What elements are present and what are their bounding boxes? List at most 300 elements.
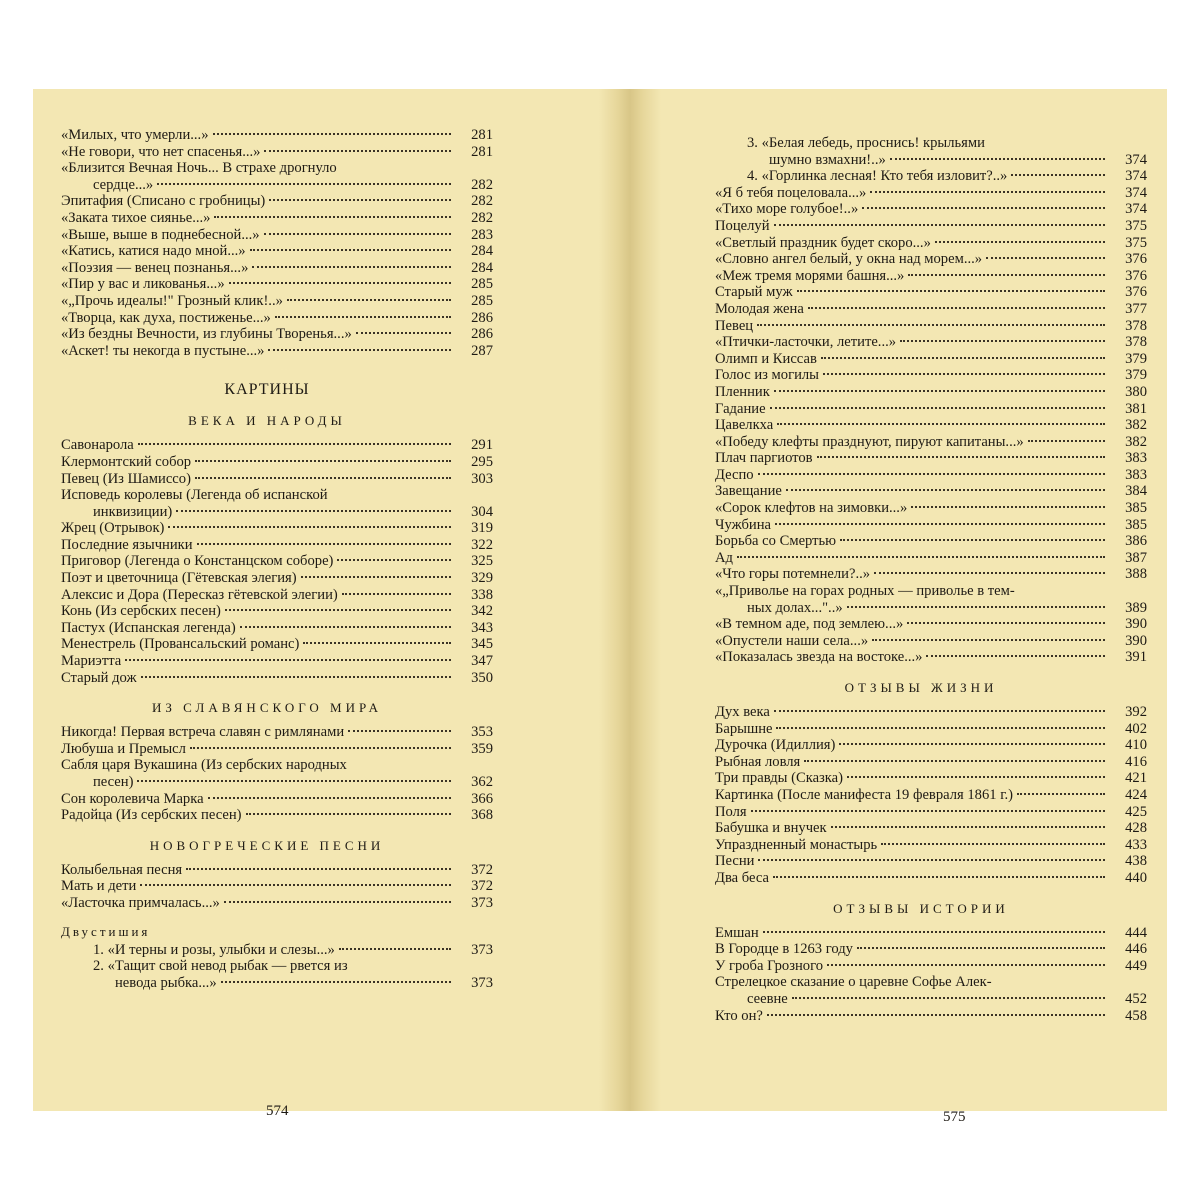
entry-title: Завещание bbox=[715, 483, 782, 500]
toc-block bbox=[61, 127, 493, 359]
entry-page: 391 bbox=[1125, 649, 1147, 666]
entry-page: 379 bbox=[1125, 367, 1147, 384]
entry-page: 281 bbox=[471, 127, 493, 143]
toc-block bbox=[61, 437, 493, 686]
leader-dots bbox=[303, 642, 451, 644]
left-page bbox=[61, 89, 493, 1119]
entry-page: 444 bbox=[1125, 924, 1147, 941]
entry-title: 2. «Тащит свой невод рыбак — рвется из bbox=[93, 958, 348, 975]
leader-dots bbox=[986, 257, 1105, 259]
entry-page: 438 bbox=[1125, 853, 1147, 870]
entry-title: «Показалась звезда на востоке...» bbox=[715, 649, 923, 666]
entry-page: 319 bbox=[471, 520, 493, 537]
toc-entry bbox=[715, 787, 1147, 804]
entry-page: 380 bbox=[1125, 383, 1147, 400]
toc-block bbox=[715, 185, 1147, 666]
entry-page: 303 bbox=[471, 470, 493, 487]
entry-page: 368 bbox=[471, 807, 493, 824]
toc-entry bbox=[715, 351, 1147, 368]
entry-page: 381 bbox=[1125, 400, 1147, 417]
toc-block bbox=[61, 724, 493, 824]
leader-dots bbox=[804, 760, 1105, 762]
toc-block bbox=[715, 925, 1147, 1025]
entry-title: «Сорок клефтов на зимовки...» bbox=[715, 500, 908, 517]
toc-entry bbox=[715, 135, 1147, 168]
leader-dots bbox=[1017, 793, 1105, 795]
entry-page: 424 bbox=[1125, 786, 1147, 803]
entry-page: 284 bbox=[471, 259, 493, 276]
entry-title: «Я б тебя поцеловала...» bbox=[715, 184, 867, 201]
toc-entry bbox=[61, 227, 493, 244]
leader-dots bbox=[808, 307, 1105, 309]
entry-continuation bbox=[715, 991, 1147, 1008]
toc-entry bbox=[715, 770, 1147, 787]
entry-title: сердце...» bbox=[93, 176, 154, 193]
leader-dots bbox=[197, 543, 451, 545]
toc-entry bbox=[715, 268, 1147, 285]
entry-page: 382 bbox=[1125, 433, 1147, 450]
toc-entry bbox=[715, 941, 1147, 958]
entry-page: 379 bbox=[1125, 350, 1147, 367]
leader-dots bbox=[797, 290, 1105, 292]
leader-dots bbox=[252, 266, 451, 268]
entry-page: 282 bbox=[471, 193, 493, 210]
toc-entry bbox=[61, 553, 493, 570]
toc-entry bbox=[715, 837, 1147, 854]
leader-dots bbox=[221, 981, 451, 983]
toc-entry bbox=[715, 616, 1147, 633]
toc-entry bbox=[61, 603, 493, 620]
leader-dots bbox=[229, 282, 451, 284]
toc-entry bbox=[715, 318, 1147, 335]
leader-dots bbox=[774, 390, 1105, 392]
entry-page: 375 bbox=[1125, 234, 1147, 251]
toc-entry bbox=[61, 260, 493, 277]
entry-title: Мариэтта bbox=[61, 653, 122, 670]
entry-title: «Меж тремя морями башня...» bbox=[715, 267, 905, 284]
entry-page: 376 bbox=[1125, 284, 1147, 301]
toc-entry bbox=[715, 804, 1147, 821]
leader-dots bbox=[767, 1014, 1105, 1016]
entry-page: 329 bbox=[471, 570, 493, 587]
toc-entry bbox=[715, 434, 1147, 451]
leader-dots bbox=[847, 776, 1105, 778]
entry-title: Сон королевича Марка bbox=[61, 790, 204, 807]
entry-page: 373 bbox=[471, 941, 493, 958]
leader-dots bbox=[881, 843, 1105, 845]
entry-page: 281 bbox=[471, 143, 493, 160]
leader-dots bbox=[874, 572, 1105, 574]
entry-title: Плач паргиотов bbox=[715, 450, 813, 467]
leader-dots bbox=[1011, 174, 1105, 176]
entry-title: В Городце в 1263 году bbox=[715, 941, 853, 958]
leader-dots bbox=[224, 901, 451, 903]
leader-dots bbox=[840, 539, 1105, 541]
entry-title: Певец (Из Шамиссо) bbox=[61, 470, 191, 487]
leader-dots bbox=[862, 207, 1105, 209]
entry-title: Никогда! Первая встреча славян с римлянами bbox=[61, 724, 345, 741]
entry-title: Кто он? bbox=[715, 1007, 763, 1024]
entry-page: 452 bbox=[1125, 990, 1147, 1007]
entry-page: 425 bbox=[1125, 803, 1147, 820]
entry-title: Молодая жена bbox=[715, 300, 804, 317]
toc-entry bbox=[715, 737, 1147, 754]
entry-title: Барышне bbox=[715, 720, 773, 737]
entry-title: «Тихо море голубое!..» bbox=[715, 201, 859, 218]
entry-title: «Поэзия — венец познанья...» bbox=[61, 259, 249, 276]
entry-page: 416 bbox=[1125, 753, 1147, 770]
toc-entry bbox=[715, 284, 1147, 301]
entry-title: «В темном аде, под землею...» bbox=[715, 616, 904, 633]
entry-title: шумно взмахни!..» bbox=[769, 151, 886, 168]
leader-dots bbox=[758, 859, 1105, 861]
right-toc bbox=[715, 135, 1147, 1024]
toc-entry bbox=[715, 974, 1147, 1007]
leader-dots bbox=[213, 133, 452, 135]
entry-title: Бабушка и внучек bbox=[715, 820, 827, 837]
entry-title: Приговор (Легенда о Констанцском соборе) bbox=[61, 553, 334, 570]
leader-dots bbox=[140, 884, 451, 886]
entry-title: инквизиции) bbox=[93, 503, 173, 520]
toc-entry bbox=[715, 925, 1147, 942]
entry-title: Пленник bbox=[715, 383, 770, 400]
entry-title: Любуша и Премысл bbox=[61, 740, 186, 757]
toc-entry bbox=[61, 636, 493, 653]
leader-dots bbox=[831, 826, 1105, 828]
leader-dots bbox=[208, 797, 451, 799]
entry-title: Поцелуй bbox=[715, 217, 770, 234]
entry-title: «Заката тихое сиянье...» bbox=[61, 209, 211, 226]
toc-entry bbox=[715, 633, 1147, 650]
entry-page: 286 bbox=[471, 326, 493, 343]
subsection-title: ОТЗЫВЫ ИСТОРИИ bbox=[833, 900, 1009, 916]
toc-entry bbox=[61, 487, 493, 520]
toc-entry bbox=[715, 583, 1147, 616]
subsection-title: ИЗ СЛАВЯНСКОГО МИРА bbox=[152, 700, 382, 716]
group-label: Двустишия bbox=[61, 923, 151, 939]
subsection-title: НОВОГРЕЧЕСКИЕ ПЕСНИ bbox=[149, 837, 385, 853]
entry-page: 384 bbox=[1125, 483, 1147, 500]
toc-entry bbox=[61, 160, 493, 193]
entry-title: Жрец (Отрывок) bbox=[61, 520, 165, 537]
entry-title: Борьба со Смертью bbox=[715, 533, 837, 550]
leader-dots bbox=[195, 460, 451, 462]
toc-entry bbox=[715, 467, 1147, 484]
entry-page: 389 bbox=[1125, 599, 1147, 616]
toc-entry bbox=[715, 533, 1147, 550]
toc-entry bbox=[715, 417, 1147, 434]
leader-dots bbox=[857, 947, 1105, 949]
entry-page: 458 bbox=[1125, 1007, 1147, 1024]
leader-dots bbox=[907, 622, 1105, 624]
toc-entry bbox=[61, 724, 493, 741]
entry-page: 382 bbox=[1125, 417, 1147, 434]
entry-title: Старый муж bbox=[715, 284, 793, 301]
leader-dots bbox=[141, 676, 451, 678]
entry-page: 343 bbox=[471, 619, 493, 636]
book-spread bbox=[33, 89, 1167, 1125]
entry-page: 440 bbox=[1125, 869, 1147, 886]
entry-page: 282 bbox=[471, 209, 493, 226]
leader-dots bbox=[776, 727, 1105, 729]
entry-title: Старый дож bbox=[61, 669, 137, 686]
toc-entry bbox=[61, 144, 493, 161]
toc-entry bbox=[61, 570, 493, 587]
entry-title: Клермонтский собор bbox=[61, 453, 192, 470]
entry-page: 387 bbox=[1125, 549, 1147, 566]
entry-continuation bbox=[61, 774, 493, 791]
leader-dots bbox=[821, 357, 1105, 359]
entry-title: невода рыбка...» bbox=[115, 974, 217, 991]
toc-entry bbox=[61, 454, 493, 471]
entry-title: Дурочка (Идиллия) bbox=[715, 737, 836, 754]
toc-entry bbox=[61, 653, 493, 670]
toc-entry bbox=[715, 450, 1147, 467]
entry-title: «Птички-ласточки, летите...» bbox=[715, 334, 897, 351]
entry-title: Упраздненный монастырь bbox=[715, 836, 878, 853]
entry-page: 388 bbox=[1125, 566, 1147, 583]
entry-continuation bbox=[61, 975, 493, 992]
leader-dots bbox=[827, 964, 1105, 966]
entry-continuation bbox=[715, 600, 1147, 617]
toc-entry bbox=[715, 649, 1147, 666]
toc-entry bbox=[715, 958, 1147, 975]
entry-title: У гроба Грозного bbox=[715, 957, 824, 974]
entry-title: «Что горы потемнели?..» bbox=[715, 566, 871, 583]
toc-entry bbox=[61, 520, 493, 537]
entry-page: 374 bbox=[1125, 151, 1147, 168]
entry-title: «Выше, выше в поднебесной...» bbox=[61, 226, 260, 243]
toc-entry bbox=[61, 670, 493, 687]
entry-title: Менестрель (Провансальский романс) bbox=[61, 636, 300, 653]
entry-page: 286 bbox=[471, 309, 493, 326]
subsection-title: ОТЗЫВЫ ЖИЗНИ bbox=[844, 680, 998, 695]
leader-dots bbox=[847, 606, 1105, 608]
entry-continuation bbox=[61, 177, 493, 194]
leader-dots bbox=[301, 576, 451, 578]
toc-entry bbox=[715, 301, 1147, 318]
leader-dots bbox=[157, 183, 451, 185]
entry-page: 347 bbox=[471, 653, 493, 670]
toc-entry bbox=[61, 958, 493, 991]
entry-page: 378 bbox=[1125, 317, 1147, 334]
entry-title: Емшан bbox=[715, 924, 759, 941]
toc-entry bbox=[715, 820, 1147, 837]
entry-page: 378 bbox=[1125, 334, 1147, 351]
toc-entry bbox=[61, 807, 493, 824]
entry-page: 376 bbox=[1125, 267, 1147, 284]
leader-dots bbox=[890, 158, 1105, 160]
entry-title: «„Приволье на горах родных — приволье в тем- bbox=[715, 583, 1015, 600]
entry-title: Рыбная ловля bbox=[715, 753, 801, 770]
entry-title: «Творца, как духа, постиженье...» bbox=[61, 309, 271, 326]
leader-dots bbox=[268, 349, 451, 351]
toc-entry bbox=[715, 235, 1147, 252]
entry-page: 377 bbox=[1125, 300, 1147, 317]
leader-dots bbox=[757, 324, 1105, 326]
entry-page: 390 bbox=[1125, 616, 1147, 633]
leader-dots bbox=[190, 747, 451, 749]
toc-entry bbox=[715, 517, 1147, 534]
entry-page: 282 bbox=[471, 176, 493, 193]
entry-continuation bbox=[715, 152, 1147, 169]
entry-title: Три правды (Сказка) bbox=[715, 770, 844, 787]
leader-dots bbox=[786, 489, 1105, 491]
leader-dots bbox=[773, 876, 1105, 878]
leader-dots bbox=[777, 423, 1105, 425]
toc-entry bbox=[61, 895, 493, 912]
toc-entry bbox=[715, 367, 1147, 384]
entry-page: 338 bbox=[471, 586, 493, 603]
leader-dots bbox=[137, 780, 451, 782]
entry-title: Песни bbox=[715, 853, 755, 870]
subsection-title: ВЕКА И НАРОДЫ bbox=[188, 413, 346, 429]
leader-dots bbox=[168, 526, 451, 528]
toc-entry bbox=[61, 757, 493, 790]
toc-entry bbox=[715, 1008, 1147, 1025]
entry-page: 291 bbox=[471, 437, 493, 454]
leader-dots bbox=[751, 810, 1105, 812]
leader-dots bbox=[264, 233, 451, 235]
entry-title: Деспо bbox=[715, 466, 754, 483]
toc-entry bbox=[61, 878, 493, 895]
leader-dots bbox=[240, 626, 451, 628]
entry-page: 449 bbox=[1125, 957, 1147, 974]
toc-entry bbox=[61, 791, 493, 808]
toc-entry bbox=[61, 942, 493, 959]
entry-title: Эпитафия (Списано с гробницы) bbox=[61, 193, 266, 210]
entry-page: 392 bbox=[1125, 704, 1147, 720]
toc-entry bbox=[61, 620, 493, 637]
entry-title: Мать и дети bbox=[61, 878, 137, 895]
entry-page: 383 bbox=[1125, 450, 1147, 467]
entry-page: 446 bbox=[1125, 941, 1147, 958]
leader-dots bbox=[817, 456, 1105, 458]
entry-title: Колыбельная песня bbox=[61, 861, 183, 878]
entry-page: 374 bbox=[1125, 184, 1147, 201]
entry-page: 359 bbox=[471, 740, 493, 757]
entry-title: Алексис и Дора (Пересказ гётевской элегии) bbox=[61, 586, 338, 603]
toc-entry bbox=[715, 566, 1147, 583]
entry-title: Чужбина bbox=[715, 516, 772, 533]
entry-title: «Из бездны Вечности, из глубины Творенья...» bbox=[61, 326, 352, 343]
entry-title: сеевне bbox=[747, 990, 788, 1007]
entry-title: Ад bbox=[715, 549, 733, 566]
toc-block bbox=[715, 135, 1147, 185]
leader-dots bbox=[125, 659, 451, 661]
toc-entry bbox=[61, 437, 493, 454]
toc-entry bbox=[61, 243, 493, 260]
entry-page: 345 bbox=[471, 636, 493, 653]
entry-page: 284 bbox=[471, 243, 493, 260]
entry-page: 342 bbox=[471, 603, 493, 620]
entry-title: «Не говори, что нет спасенья...» bbox=[61, 143, 261, 160]
toc-entry bbox=[715, 704, 1147, 721]
entry-title: Два беса bbox=[715, 869, 769, 886]
toc-entry bbox=[61, 862, 493, 879]
leader-dots bbox=[287, 299, 451, 301]
leader-dots bbox=[342, 593, 451, 595]
toc-entry bbox=[61, 127, 493, 144]
toc-entry bbox=[715, 721, 1147, 738]
page-number: 574 bbox=[266, 1103, 289, 1119]
toc-block bbox=[61, 942, 493, 992]
toc-entry bbox=[715, 251, 1147, 268]
entry-page: 295 bbox=[471, 453, 493, 470]
entry-page: 362 bbox=[471, 774, 493, 790]
leader-dots bbox=[246, 813, 451, 815]
leader-dots bbox=[186, 868, 451, 870]
entry-title: Голос из могилы bbox=[715, 367, 819, 384]
toc-entry bbox=[715, 853, 1147, 870]
leader-dots bbox=[926, 655, 1105, 657]
entry-title: «Опустели наши села...» bbox=[715, 632, 869, 649]
entry-title: Радойца (Из сербских песен) bbox=[61, 807, 242, 824]
toc-entry bbox=[61, 210, 493, 227]
leader-dots bbox=[138, 443, 451, 445]
leader-dots bbox=[1028, 440, 1105, 442]
toc-entry bbox=[61, 343, 493, 360]
leader-dots bbox=[775, 523, 1105, 525]
toc-entry bbox=[715, 185, 1147, 202]
leader-dots bbox=[264, 150, 451, 152]
leader-dots bbox=[770, 407, 1105, 409]
toc-entry bbox=[715, 168, 1147, 185]
entry-page: 366 bbox=[471, 790, 493, 807]
entry-title: «„Прочь идеалы!" Грозный клик!..» bbox=[61, 292, 283, 309]
entry-title: «Катись, катися надо мной...» bbox=[61, 243, 246, 260]
leader-dots bbox=[872, 639, 1105, 641]
entry-title: ных долах..."..» bbox=[747, 599, 843, 616]
entry-page: 390 bbox=[1125, 632, 1147, 649]
entry-page: 325 bbox=[471, 553, 493, 570]
toc-entry bbox=[715, 218, 1147, 235]
entry-page: 350 bbox=[471, 669, 493, 686]
entry-title: Исповедь королевы (Легенда об испанской bbox=[61, 487, 328, 504]
entry-page: 373 bbox=[471, 894, 493, 911]
toc-entry bbox=[715, 384, 1147, 401]
toc-entry bbox=[61, 193, 493, 210]
leader-dots bbox=[356, 332, 451, 334]
entry-page: 376 bbox=[1125, 251, 1147, 268]
entry-page: 372 bbox=[471, 878, 493, 895]
entry-page: 374 bbox=[1125, 168, 1147, 185]
leader-dots bbox=[900, 340, 1105, 342]
entry-title: Певец bbox=[715, 317, 754, 334]
entry-title: песен) bbox=[93, 774, 134, 790]
entry-page: 421 bbox=[1125, 770, 1147, 787]
entry-title: 4. «Горлинка лесная! Кто тебя изловит?..» bbox=[747, 168, 1008, 185]
entry-title: Конь (Из сербских песен) bbox=[61, 603, 221, 620]
entry-title: Стрелецкое сказание о царевне Софье Алек- bbox=[715, 974, 992, 991]
entry-page: 285 bbox=[471, 292, 493, 309]
entry-page: 386 bbox=[1125, 533, 1147, 550]
entry-page: 385 bbox=[1125, 500, 1147, 517]
entry-page: 383 bbox=[1125, 466, 1147, 483]
toc-block bbox=[61, 862, 493, 912]
page-number: 575 bbox=[943, 1109, 966, 1125]
entry-title: «Близится Вечная Ночь... В страхе дрогнуло bbox=[61, 160, 337, 177]
entry-title: Сабля царя Вукашина (Из сербских народных bbox=[61, 757, 347, 774]
entry-title: Цавелкха bbox=[715, 417, 774, 434]
leader-dots bbox=[339, 948, 451, 950]
toc-entry bbox=[61, 310, 493, 327]
entry-title: Гадание bbox=[715, 400, 766, 417]
entry-page: 322 bbox=[471, 536, 493, 553]
toc-entry bbox=[715, 500, 1147, 517]
toc-entry bbox=[61, 587, 493, 604]
entry-title: Пастух (Испанская легенда) bbox=[61, 619, 236, 636]
